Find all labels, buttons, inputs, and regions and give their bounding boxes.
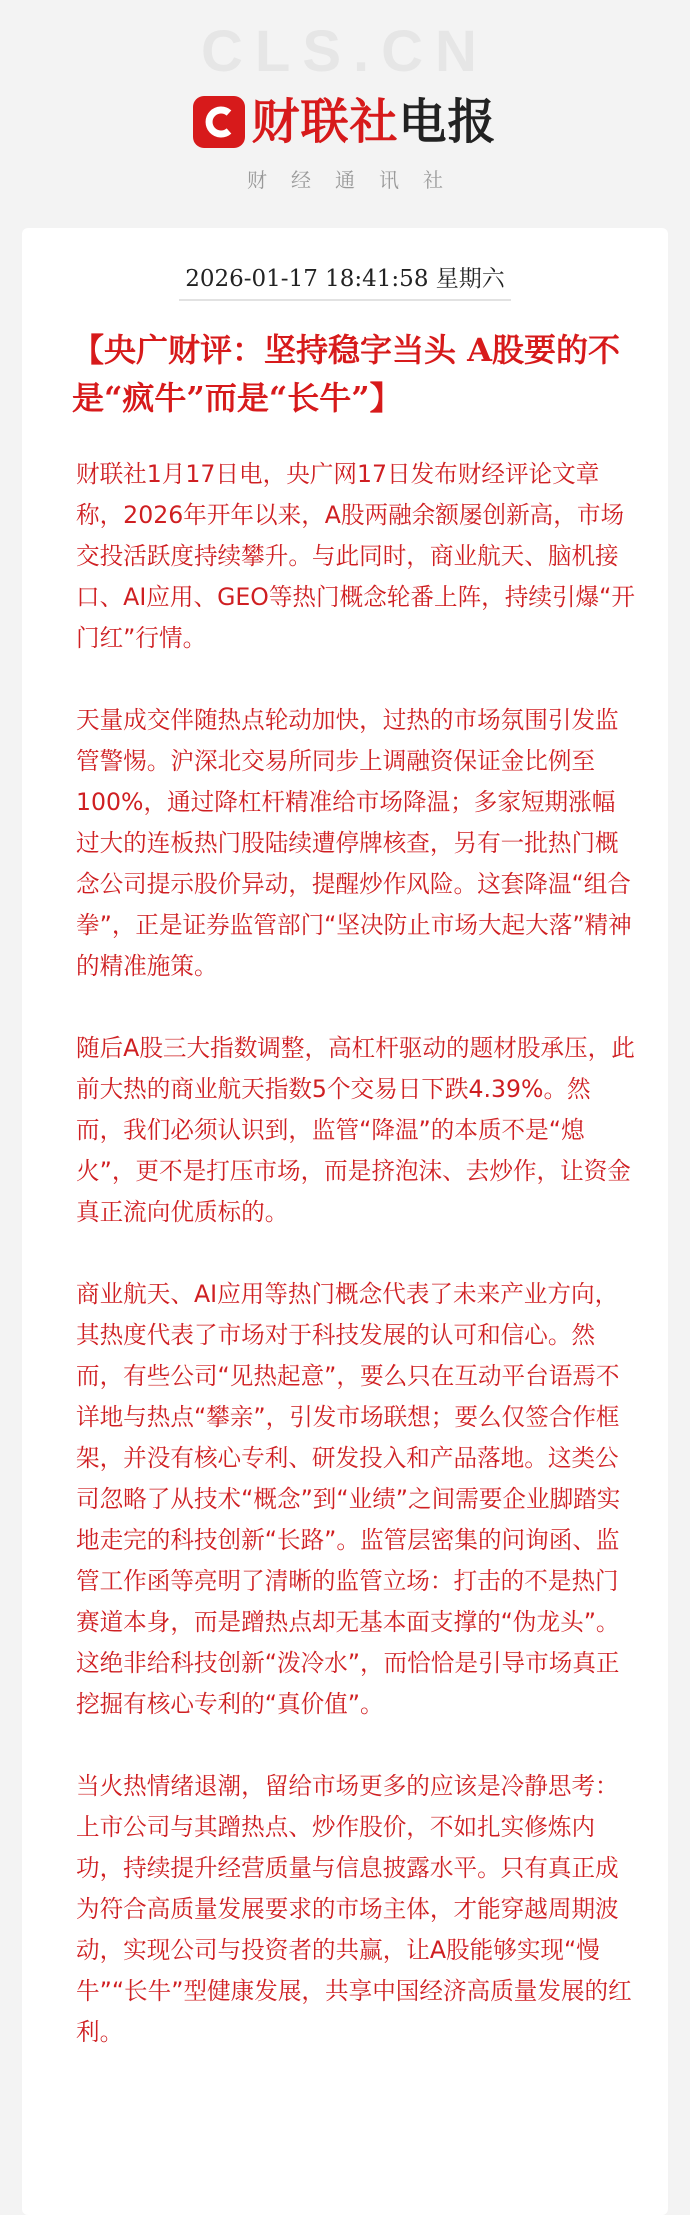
article-headline: 【央广财评：坚持稳字当头 A股要的不是“疯牛”而是“长牛”】 (72, 331, 620, 417)
article-paragraph: 随后A股三大指数调整，高杠杆驱动的题材股承压，此前大热的商业航天指数5个交易日下跌4.39%。然而，我们必须认识到，监管“降温”的本质不是“熄火”，更不是打压市场，而是挤泡沫、去炒作，让资金真正流向优质标的。 (76, 1034, 635, 1226)
logo-c-glyph (200, 103, 238, 141)
article-body (76, 454, 636, 2094)
logo-text-dianbao: 电报 (398, 94, 497, 150)
brand-tagline: 财经通讯社 (247, 168, 467, 192)
article-datetime: 2026-01-17 18:41:58 星期六 (179, 260, 511, 301)
article-paragraph: 天量成交伴随热点轮动加快，过热的市场氛围引发监管警惕。沪深北交易所同步上调融资保证金比例至100%，通过降杠杆精准给市场降温；多家短期涨幅过大的连板热门股陆续遭停牌核查，另有一批热门概念公司提示股价异动，提醒炒作风险。这套降温“组合拳”，正是证券监管部门“坚决防止市场大起大落”精神的精准施策。 (76, 706, 632, 980)
article-paragraph: 财联社1月17日电，央广网17日发布财经评论文章称，2026年开年以来，A股两融余额屡创新高，市场交投活跃度持续攀升。与此同时，商业航天、脑机接口、AI应用、GEO等热门概念轮番上阵，持续引爆“开门红”行情。 (76, 460, 635, 652)
article-paragraph: 商业航天、AI应用等热门概念代表了未来产业方向，其热度代表了市场对于科技发展的认可和信心。然而，有些公司“见热起意”，要么只在互动平台语焉不详地与热点“攀亲”，引发市场联想；要么仅签合作框架，并没有核心专利、研发投入和产品落地。这类公司忽略了从技术“概念”到“业绩”之间需要企业脚踏实地走完的科技创新“长路”。监管层密集的问询函、监管工作函等亮明了清晰的监管立场：打击的不是热门赛道本身，而是蹭热点却无基本面支撑的“伪龙头”。这绝非给科技创新“泼冷水”，而恰恰是引导市场真正挖掘有核心专利的“真价值”。 (76, 1280, 621, 1718)
logo-c-icon (193, 96, 245, 148)
brand-logo (0, 92, 690, 152)
logo-text-cailianshe: 财联社 (251, 94, 399, 150)
article-card (22, 228, 668, 2215)
article-paragraph: 当火热情绪退潮，留给市场更多的应该是冷静思考：上市公司与其蹭热点、炒作股价，不如扎实修炼内功，持续提升经营质量与信息披露水平。只有真正成为符合高质量发展要求的市场主体，才能穿越周期波动，实现公司与投资者的共赢，让A股能够实现“慢牛”“长牛”型健康发展，共享中国经济高质量发展的红利。 (76, 1772, 632, 2046)
watermark-text: CLS.CN (201, 19, 489, 84)
datetime-row (22, 260, 668, 301)
